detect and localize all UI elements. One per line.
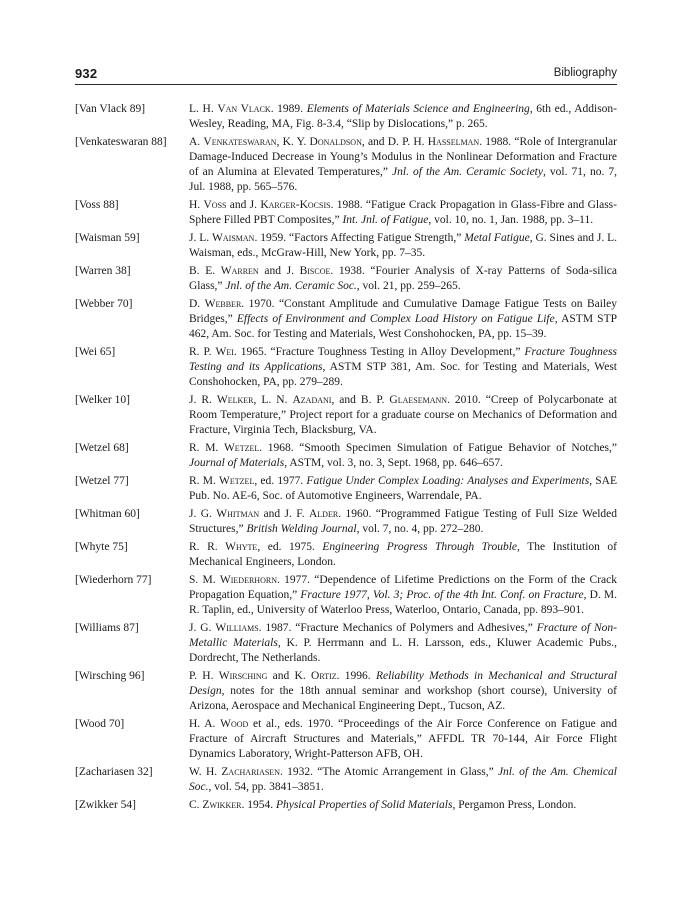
reference-segment: . 1932. “The Atomic Arrangement in Glass,” [279,766,498,778]
reference-text [189,441,617,471]
reference-segment: and K. [267,670,312,682]
reference-segment: . 1987. “Fracture Mechanics of Polymers and Adhesives,” [258,622,537,634]
reference-segment: . 1977. “Dependence of Lifetime Predictions on the Form of the Crack Propagation Equation,” [189,574,618,601]
reference-segment: , ASTM, vol. 3, no. 3, Sept. 1968, pp. 646–657. [284,457,504,469]
reference-segment: . 1954. [241,799,276,811]
reference-key: [Wetzel 77] [75,475,129,487]
author-name: Welker [216,394,254,406]
reference-text [189,765,617,795]
reference-segment: , L. N. [253,394,293,406]
reference-entry [75,621,617,666]
page-header [75,66,617,85]
reference-segment: S. M. [189,574,220,586]
reference-key: [Waisman 59] [75,232,140,244]
reference-title-italic: Metal Fatigue [464,232,530,244]
author-name: Alder [308,508,339,520]
author-name: Webber [204,298,242,310]
author-name: Van Vlack [217,103,271,115]
page-number: 932 [75,66,98,81]
reference-segment: , Pergamon Press, London. [452,799,577,811]
reference-key: [Venkateswaran 88] [75,136,167,148]
author-name: Wiederhorn [219,574,277,586]
reference-entry [75,393,617,438]
author-name: Zwikker [202,799,242,811]
reference-key: [Williams 87] [75,622,139,634]
reference-text [189,231,617,261]
reference-entry [75,345,617,390]
reference-title-italic: Elements of Materials Science and Engineering [306,103,530,115]
reference-key: [Zachariasen 32] [75,766,153,778]
author-name: Wetzel [223,442,260,454]
author-name: Voss [203,199,227,211]
reference-entry [75,441,617,471]
reference-segment: and J. [226,199,261,211]
reference-segment: and J. F. [259,508,309,520]
reference-segment: L. H. [189,103,218,115]
reference-entry [75,540,617,570]
reference-entry [75,198,617,228]
reference-entry [75,765,617,795]
author-name: Warren [220,265,259,277]
author-name: Venkateswaran [203,136,277,148]
reference-segment: H. A. [189,718,221,730]
reference-key: [Wei 65] [75,346,116,358]
reference-text [189,798,617,813]
reference-text [189,540,617,570]
reference-key: [Warren 38] [75,265,131,277]
reference-segment: B. E. [189,265,221,277]
reference-segment: , and D. P. H. [361,136,428,148]
reference-title-italic: Effects of Environment and Complex Load History on Fatigue Life [236,313,555,325]
reference-segment: , ed. 1975. [257,541,323,553]
reference-segment: . 1996. [336,670,376,682]
reference-segment: . 1988. “Fatigue Crack Propagation in Glass-Fibre and Glass-Sphere Filled PBT Composites,” [189,199,617,226]
author-name: Whyte [225,541,258,553]
reference-key: [Wood 70] [75,718,125,730]
reference-key: [Van Vlack 89] [75,103,146,115]
reference-text [189,135,617,195]
author-name: Wirsching [218,670,268,682]
reference-segment: , and B. P. [331,394,390,406]
reference-segment: R. P. [189,346,216,358]
reference-segment: C. [189,799,203,811]
reference-entry [75,474,617,504]
reference-segment: , K. P. Herrmann and L. H. Larsson, eds., Kluwer Academic Pubs., Dordrecht, The Netherlands. [189,637,617,664]
reference-segment: . 1968. “Smooth Specimen Simulation of Fatigue Behavior of Notches,” [259,442,618,454]
reference-segment: , vol. 54, pp. 3841–3851. [208,781,324,793]
reference-segment: J. G. [189,622,216,634]
reference-segment: . 1938. “Fourier Analysis of X-ray Patterns of Soda-silica Glass,” [189,265,617,292]
author-name: Whitman [216,508,260,520]
reference-text [189,345,617,390]
reference-title-italic: Jnl. of the Am. Chemical Soc. [189,766,618,793]
author-name: Biscoe [299,265,331,277]
author-name: Donaldson [309,136,362,148]
reference-title-italic: Engineering Progress Through Trouble [322,541,518,553]
reference-title-italic: British Welding Journal [246,523,357,535]
reference-key: [Wirsching 96] [75,670,145,682]
reference-key: [Zwikker 54] [75,799,136,811]
reference-title-italic: Jnl. of the Am. Ceramic Soc. [225,280,357,292]
reference-segment: and J. [258,265,300,277]
reference-text [189,573,617,618]
reference-title-italic: Fracture Toughness Testing and its Applications [189,346,617,373]
reference-text [189,621,617,666]
reference-text [189,264,617,294]
author-name: Wei [215,346,234,358]
reference-segment: A. [189,136,204,148]
reference-segment: , vol. 71, no. 7, Jul. 1988, pp. 565–576. [189,166,617,193]
reference-segment: . 1965. “Fracture Toughness Testing in Alloy Development,” [233,346,525,358]
reference-key: [Wiederhorn 77] [75,574,152,586]
reference-segment: , ASTM STP 462, Am. Soc. for Testing and Materials, West Conshohocken, PA, pp. 15–39. [189,313,617,340]
reference-title-italic: Int. Jnl. of Fatigue [342,214,429,226]
author-name: Waisman [212,232,255,244]
author-name: Glaesemann [389,394,448,406]
reference-key: [Whitman 60] [75,508,140,520]
reference-segment: . 1989. [270,103,307,115]
reference-entry [75,102,617,132]
reference-text [189,297,617,342]
reference-segment: , ASTM STP 381, Am. Soc. for Testing and Materials, West Conshohocken, PA, pp. 279–289. [189,361,617,388]
reference-segment: . 1959. “Factors Affecting Fatigue Strength,” [254,232,465,244]
reference-title-italic: Fracture of Non-Metallic Materials [189,622,617,649]
reference-title-italic: Physical Properties of Solid Materials [275,799,453,811]
reference-segment: J. G. [189,508,217,520]
reference-segment: , ed. 1977. [254,475,307,487]
reference-key: [Welker 10] [75,394,130,406]
reference-segment: , vol. 10, no. 1, Jan. 1988, pp. 3–11. [428,214,594,226]
reference-segment: , D. M. R. Taplin, ed., University of Waterloo Press, Waterloo, Ontario, Canada, pp. 893–901. [189,589,618,616]
reference-segment: , The Institution of Mechanical Engineers, London. [189,541,618,568]
reference-segment: , notes for the 18th annual seminar and workshop (short course), University of Arizona, Aerospace and Mechanical Engineering Dept., Tucson, AZ. [189,685,617,712]
reference-title-italic: Reliability Methods in Mechanical and Structural Design [189,670,617,697]
reference-text [189,198,617,228]
reference-entry [75,264,617,294]
author-name: Wood [220,718,249,730]
reference-text [189,507,617,537]
reference-segment: R. R. [189,541,226,553]
reference-key: [Wetzel 68] [75,442,129,454]
running-head: Bibliography [553,67,617,79]
reference-segment: , K. Y. [276,136,310,148]
reference-segment: J. R. [189,394,217,406]
author-name: Wetzel [219,475,255,487]
reference-title-italic: Fatigue Under Complex Loading: Analyses and Experiments [306,475,590,487]
reference-segment: H. [189,199,204,211]
reference-text [189,102,617,132]
reference-key: [Voss 88] [75,199,119,211]
author-name: Ortiz [311,670,337,682]
reference-segment: P. H. [189,670,219,682]
reference-segment: , G. Sines and J. L. Waisman, eds., McGraw-Hill, New York, pp. 7–35. [189,232,618,259]
author-name: Zachariasen [221,766,280,778]
reference-key: [Webber 70] [75,298,133,310]
reference-title-italic: Fracture 1977, Vol. 3; Proc. of the 4th Int. Conf. on Fracture [300,589,584,601]
author-name: Karger-Kocsis [260,199,331,211]
reference-text [189,393,617,438]
author-name: Hasselman [427,136,480,148]
reference-segment: . 1988. “Role of Intergranular Damage-Induced Decrease in Young’s Modulus in the Nonlinear Deformation and Fracture of an Alumina at Elevated Temperatures,” [189,136,617,178]
reference-segment: , 6th ed., Addison-Wesley, Reading, MA, Fig. 8-3.4, “Slip by Dislocations,” p. 265. [189,103,618,130]
reference-segment: , SAE Pub. No. AE-6, Soc. of Automotive Engineers, Warrendale, PA. [189,475,617,502]
reference-segment: R. M. [189,442,224,454]
author-name: Azadani [292,394,332,406]
reference-entry [75,669,617,714]
reference-entry [75,135,617,195]
reference-entry [75,573,617,618]
reference-segment: . 1960. “Programmed Fatigue Testing of Full Size Welded Structures,” [189,508,618,535]
reference-segment: , vol. 7, no. 4, pp. 272–280. [356,523,484,535]
reference-text [189,669,617,714]
reference-entry [75,507,617,537]
reference-segment: R. M. [189,475,220,487]
reference-segment: . 1970. “Constant Amplitude and Cumulative Damage Fatigue Tests on Bailey Bridges,” [189,298,617,325]
reference-segment: et al., eds. 1970. “Proceedings of the Air Force Conference on Fatigue and Fracture of Aircraft Structures and Materials,” AFFDL TR 70-144, Air Force Flight Dynamics Laboratory, Wright-Patterson AFB, OH. [189,718,617,760]
reference-entry [75,717,617,762]
bibliography-list [75,102,617,816]
reference-segment: W. H. [189,766,222,778]
reference-text [189,474,617,504]
reference-segment: D. [189,298,205,310]
reference-title-italic: Journal of Materials [189,457,285,469]
reference-text [189,717,617,762]
reference-segment: J. L. [189,232,213,244]
reference-entry [75,297,617,342]
reference-title-italic: Jnl. of the Am. Ceramic Society [392,166,543,178]
reference-segment: . 2010. “Creep of Polycarbonate at Room Temperature,” Project report for a graduate course on Mechanics of Deformation and Fracture, Virginia Tech, Blacksburg, VA. [189,394,617,436]
reference-segment: , vol. 21, pp. 259–265. [356,280,461,292]
reference-key: [Whyte 75] [75,541,128,553]
reference-entry [75,798,617,813]
author-name: Williams [215,622,259,634]
reference-entry [75,231,617,261]
